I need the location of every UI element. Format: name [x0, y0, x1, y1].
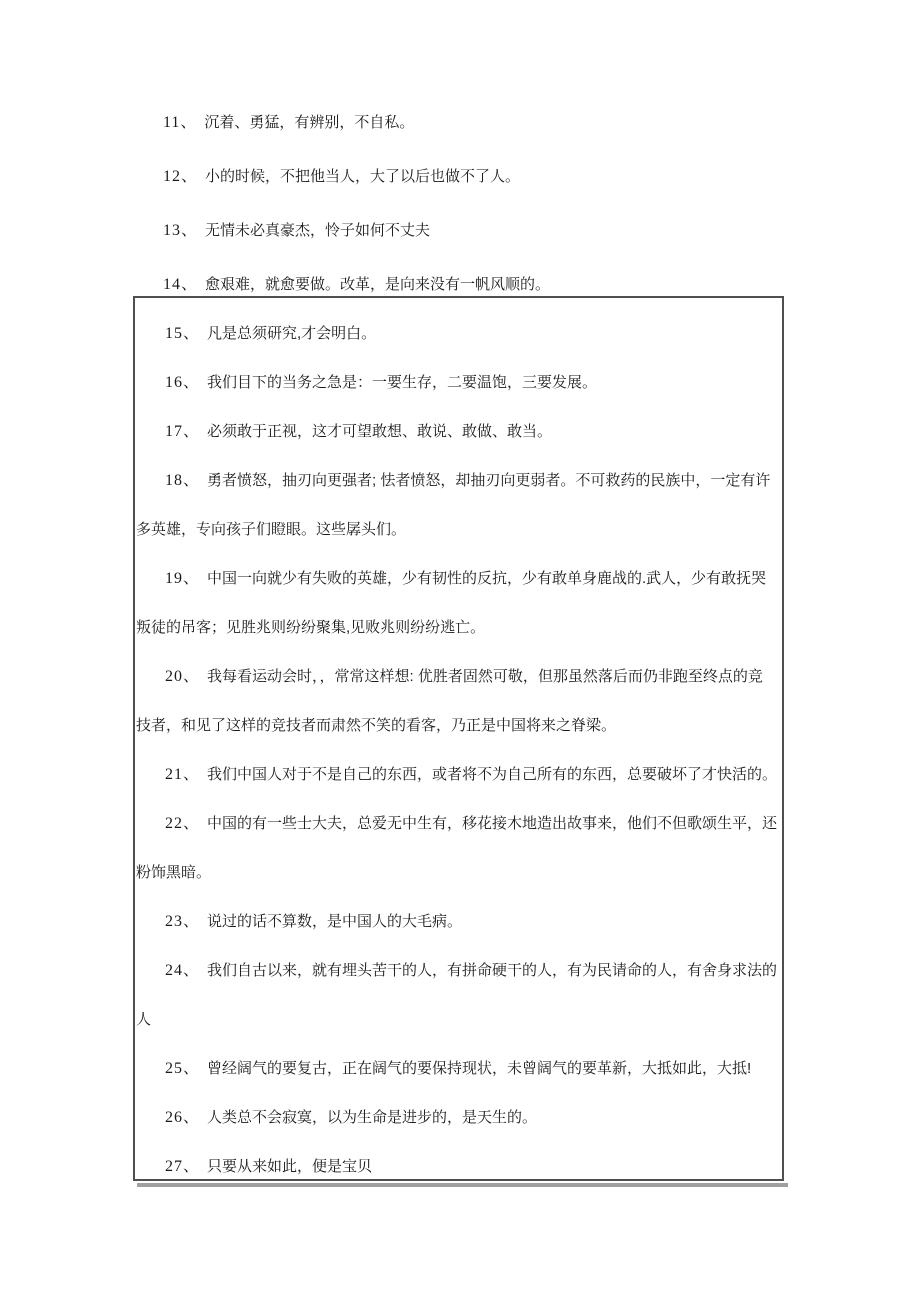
quote-line-first: [135, 799, 782, 848]
quote-line-first: [133, 150, 783, 204]
quote-line-text: 我们目下的当务之急是：一要生存，二要温饱，三要发展。: [207, 374, 598, 391]
quote-item: [135, 407, 782, 456]
quote-line-text: 中国的有一些士大夫，总爱无中生有，移花接木地造出故事来，他们不但歌颂生平，还: [207, 815, 778, 832]
quote-number: 27、: [165, 1158, 201, 1175]
quote-number: 16、: [165, 374, 201, 391]
quote-number: 11、: [163, 114, 198, 131]
quote-number: 24、: [165, 962, 201, 979]
quote-line-text: 无情未必真豪杰，怜子如何不丈夫: [205, 222, 431, 239]
quote-number: 15、: [165, 325, 201, 342]
quote-line-text: 说过的话不算数，是中国人的大毛病。: [207, 913, 463, 930]
quote-number: 23、: [165, 913, 201, 930]
quote-line-text: 必须敢于正视，这才可望敢想、敢说、敢做、敢当。: [207, 423, 553, 440]
quote-item: [135, 946, 782, 1044]
quote-line-first: [135, 1093, 782, 1142]
quote-line-continuation: [135, 603, 782, 652]
quote-number: 19、: [165, 570, 201, 587]
quote-number: 26、: [165, 1109, 201, 1126]
quote-number: 20、: [165, 668, 201, 685]
quote-line-text: 只要从来如此，便是宝贝: [207, 1158, 373, 1175]
quote-line-text: 技者，和见了这样的竞技者而肃然不笑的看客，乃正是中国将来之脊梁。: [136, 717, 617, 734]
quote-line-text: 粉饰黑暗。: [136, 864, 212, 881]
quote-number: 21、: [165, 766, 201, 783]
quote-line-first: [135, 1044, 782, 1093]
quote-line-text: 凡是总须研究,才会明白。: [207, 325, 377, 342]
quote-line-text: 沉着、勇猛，有辨别，不自私。: [204, 114, 415, 131]
quote-line-continuation: [135, 995, 782, 1044]
quote-line-text: 人: [136, 1011, 152, 1028]
quote-line-continuation: [135, 848, 782, 897]
quote-box: [133, 296, 784, 1181]
quote-box-shadow: [137, 1183, 788, 1187]
quote-line-text: 人类总不会寂寞，以为生命是进步的，是天生的。: [207, 1109, 538, 1126]
quote-number: 13、: [163, 222, 199, 239]
quote-line-first: [135, 456, 782, 505]
quote-item: [135, 897, 782, 946]
quote-line-text: 中国一向就少有失败的英雄，少有韧性的反抗，少有敢单身鹿战的.武人，少有敢抚哭: [207, 570, 767, 587]
quote-line-text: 愈艰难，就愈要做。改革，是向来没有一帆风顺的。: [205, 276, 551, 293]
quote-line-first: [135, 1142, 782, 1181]
quote-line-text: 多英雄，专向孩子们瞪眼。这些孱头们。: [136, 521, 407, 538]
quote-number: 12、: [163, 168, 199, 185]
quote-line-text: 小的时候，不把他当人，大了以后也做不了人。: [205, 168, 521, 185]
quote-line-first: [135, 407, 782, 456]
quote-number: 14、: [163, 276, 199, 293]
quote-line-text: 勇者愤怒，抽刃向更强者; 怯者愤怒，却抽刃向更弱者。不可救药的民族中，一定有许: [207, 472, 771, 489]
quote-line-first: [133, 96, 783, 150]
quote-line-text: 曾经阔气的要复古，正在阔气的要保持现状，未曾阔气的要革新，大抵如此，大抵!: [207, 1060, 752, 1077]
quote-number: 18、: [165, 472, 201, 489]
quote-line-first: [135, 309, 782, 358]
quote-line-first: [135, 652, 782, 701]
quote-item: [135, 309, 782, 358]
quote-item: [135, 456, 782, 554]
quote-item: [135, 652, 782, 750]
quote-line-text: 叛徒的吊客；见胜兆则纷纷聚集,见败兆则纷纷逃亡。: [136, 619, 486, 636]
quote-item: [135, 1044, 782, 1093]
quote-list-top: [133, 96, 783, 312]
quote-number: 25、: [165, 1060, 201, 1077]
quote-item: [135, 799, 782, 897]
quote-number: 22、: [165, 815, 201, 832]
quote-item: [135, 750, 782, 799]
quote-item: [135, 1142, 782, 1181]
quote-item: [133, 150, 783, 204]
quote-line-first: [133, 204, 783, 258]
quote-item: [135, 554, 782, 652]
quote-line-first: [135, 946, 782, 995]
quote-line-text: 我们自古以来，就有埋头苦干的人，有拼命硬干的人，有为民请命的人，有舍身求法的: [207, 962, 778, 979]
quote-item: [133, 204, 783, 258]
quote-line-continuation: [135, 505, 782, 554]
quote-item: [135, 358, 782, 407]
quote-line-first: [135, 358, 782, 407]
quote-line-first: [135, 750, 782, 799]
quote-item: [133, 96, 783, 150]
quote-line-continuation: [135, 701, 782, 750]
quote-line-first: [135, 897, 782, 946]
quote-line-text: 我们中国人对于不是自己的东西，或者将不为自己所有的东西，总要破坏了才快活的。: [207, 766, 778, 783]
quote-line-text: 我每看运动会时，，常常这样想: 优胜者固然可敬，但那虽然落后而仍非跑至终点的竞: [207, 668, 763, 685]
quote-line-first: [135, 554, 782, 603]
quote-number: 17、: [165, 423, 201, 440]
quote-item: [135, 1093, 782, 1142]
